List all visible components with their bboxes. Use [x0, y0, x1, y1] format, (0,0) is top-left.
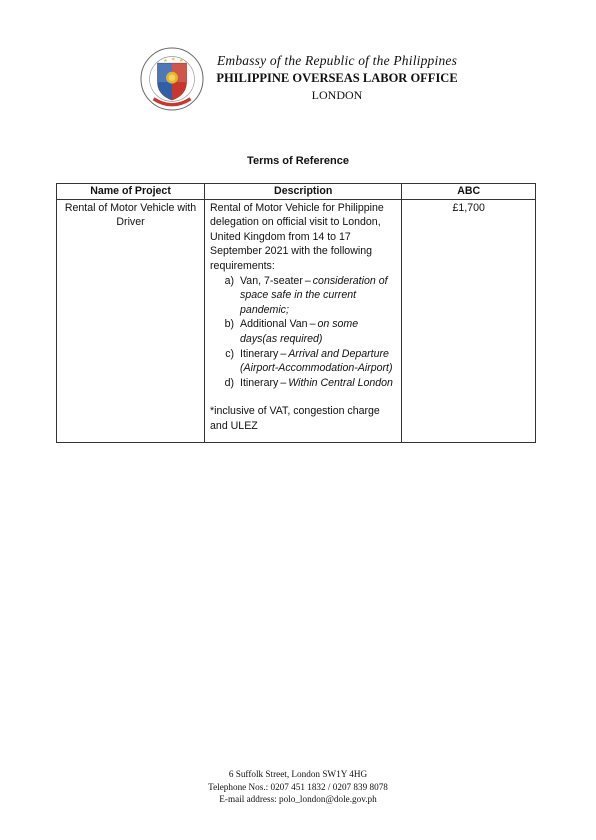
inclusion-note: *inclusive of VAT, congestion charge and ULEZ: [210, 405, 380, 432]
seal-icon: [139, 46, 205, 112]
footer: [0, 768, 596, 806]
requirement-detail: Arrival and Departure (Airport-Accommodation-Airport): [240, 347, 393, 375]
list-marker: b): [224, 318, 235, 331]
separator: –: [280, 347, 287, 360]
requirement-item: Itinerary: [240, 376, 279, 389]
project-name-cell: Rental of Motor Vehicle with Driver: [57, 199, 205, 442]
requirement-item: Additional Van: [240, 318, 308, 331]
separator: –: [304, 274, 311, 287]
requirements-list: [210, 274, 396, 391]
footer-email: E-mail address: polo_london@dole.gov.ph: [219, 794, 377, 804]
requirement-detail: Within Central London: [288, 376, 393, 389]
footer-address: 6 Suffolk Street, London SW1Y 4HG: [228, 769, 368, 779]
header-description: Description: [205, 184, 402, 200]
abc-amount-cell: £1,700: [402, 199, 536, 442]
header-name-of-project: Name of Project: [57, 184, 205, 200]
separator: –: [280, 376, 287, 389]
list-item: [210, 317, 396, 346]
list-marker: c): [225, 347, 235, 360]
requirement-detail: consideration of space safe in the current pandemic;: [240, 274, 388, 316]
list-item: [210, 274, 396, 318]
requirement-item: Van, 7-seater: [240, 274, 303, 287]
philippine-seal: [139, 46, 205, 112]
letterhead: [207, 52, 467, 104]
description-cell: [205, 199, 402, 442]
list-item: [210, 376, 396, 391]
requirement-detail: on some days(as required): [240, 318, 359, 345]
table-row: [57, 199, 536, 442]
description-intro: Rental of Motor Vehicle for Philippine delegation on official visit to London, United Kingdom from 14 to 17 September 2021 with the following requirements:: [210, 201, 384, 272]
list-marker: d): [224, 376, 235, 389]
separator: –: [309, 318, 316, 331]
list-marker: a): [224, 274, 235, 287]
office-city: LONDON: [311, 88, 363, 102]
header-abc: ABC: [402, 184, 536, 200]
document-title: Terms of Reference: [247, 155, 349, 167]
table-header-row: [57, 184, 536, 200]
terms-table: [56, 183, 536, 443]
footer-telephone: Telephone Nos.: 0207 451 1832 / 0207 839 8078: [208, 781, 388, 792]
list-item: [210, 347, 396, 376]
office-name: PHILIPPINE OVERSEAS LABOR OFFICE: [216, 71, 458, 85]
requirement-item: Itinerary: [240, 347, 279, 360]
embassy-name: Embassy of the Republic of the Philippines: [216, 53, 458, 68]
